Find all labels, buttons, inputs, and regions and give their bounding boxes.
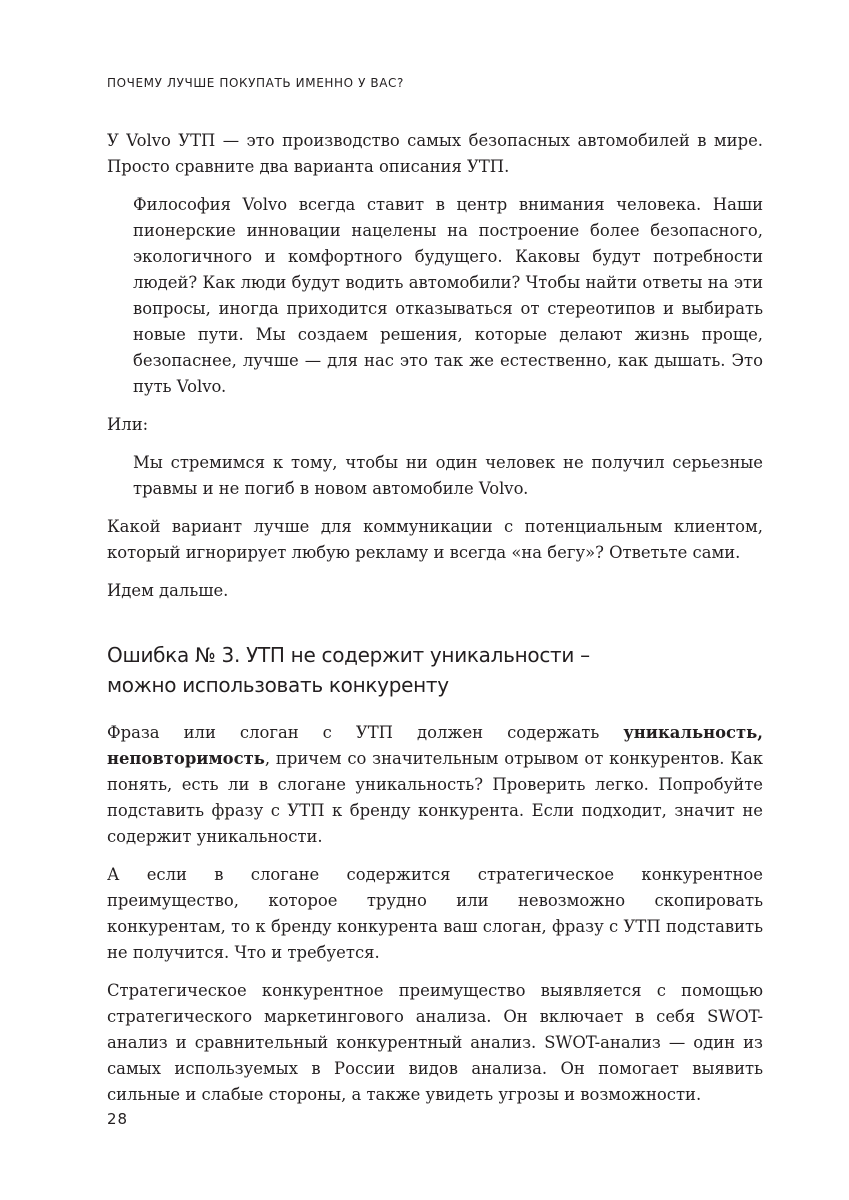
section-heading-line-1: Ошибка № 3. УТП не содержит уникальности – — [107, 643, 590, 667]
page-number: 28 — [107, 1110, 129, 1128]
paragraph-uniqueness — [107, 720, 763, 850]
paragraph-uniqueness-start: Фраза или слоган с УТП должен содержать — [107, 723, 624, 742]
paragraph-or: Или: — [107, 415, 149, 434]
quote-variant-two: Мы стремимся к тому, чтобы ни один человек не получил серьезные травмы и не погиб в новом автомобиле Volvo. — [133, 453, 763, 498]
paragraph-analysis: Стратегическое конкурентное преимущество выявляется с помощью стратегического маркетингового анализа. Он включает в себя SWOT-анализ и сравнительный конкурентный анализ. SWOT-анализ — один из самых используемых в России видов анализа. Он помогает выявить сильные и слабые стороны, а также увидеть угрозы и возможности. — [107, 981, 763, 1104]
page-body — [107, 128, 763, 1108]
paragraph-question: Какой вариант лучше для коммуникации с потенциальным клиентом, который игнорирует любую рекламу и всегда «на бегу»? Ответьте сами. — [107, 517, 763, 562]
paragraph-next: Идем дальше. — [107, 581, 229, 600]
running-head: ПОЧЕМУ ЛУЧШЕ ПОКУПАТЬ ИМЕННО У ВАС? — [107, 76, 404, 90]
quote-variant-one: Философия Volvo всегда ставит в центр внимания человека. Наши пионерские инновации нацелены на построение более безопасного, экологичного и комфортного будущего. Каковы будут потребности людей? Как люди будут водить автомобили? Чтобы найти ответы на эти вопросы, иногда приходится отказываться от стереотипов и выбирать новые пути. Мы создаем решения, которые делают жизнь проще, безопаснее, лучше — для нас это так же естественно, как дышать. Это путь Volvo. — [133, 195, 763, 396]
paragraph-uniqueness-end: , причем со значительным отрывом от конкурентов. Как понять, есть ли в слогане уникальность? Проверить легко. Попробуйте подставить фразу с УТП к бренду конкурента. Если подходит, значит не содержит уникальности. — [107, 749, 763, 846]
paragraph-advantage: А если в слогане содержится стратегическое конкурентное преимущество, которое трудно или невозможно скопировать конкурентам, то к бренду конкурента ваш слоган, фразу с УТП подставить не получится. Что и требуется. — [107, 865, 763, 962]
section-heading-line-2: можно использовать конкуренту — [107, 673, 449, 697]
paragraph-intro: У Volvo УТП — это производство самых безопасных автомобилей в мире. Просто сравните два варианта описания УТП. — [107, 131, 763, 176]
section-heading — [107, 640, 763, 700]
emphasis-uniqueness: уникальность, неповторимость — [107, 723, 763, 768]
